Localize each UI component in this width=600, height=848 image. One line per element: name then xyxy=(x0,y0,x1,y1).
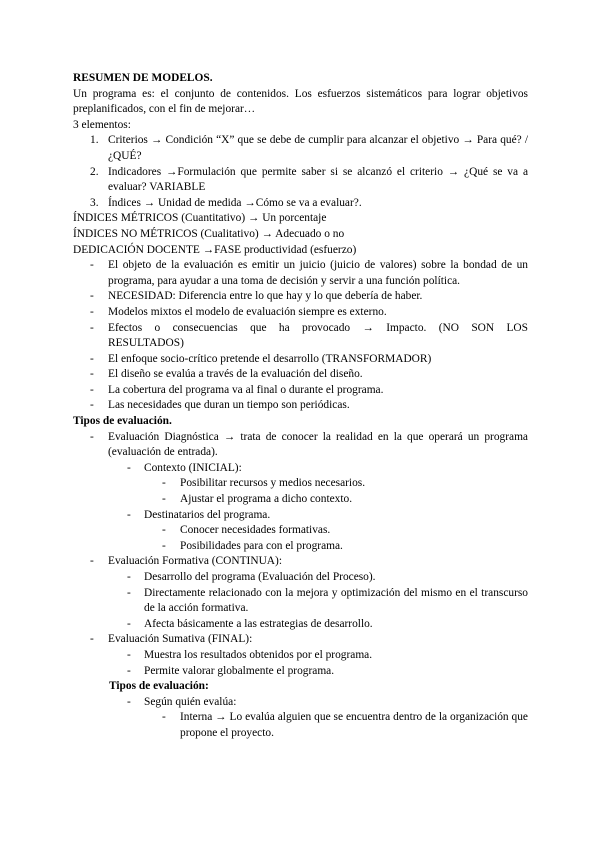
bullet-text: Evaluación Formativa (CONTINUA): xyxy=(108,555,282,568)
bullet-text: NECESIDAD: Diferencia entre lo que hay y lo que debería de haber. xyxy=(108,290,423,303)
evaluacion-diagnostica-item xyxy=(73,430,528,461)
destinatarios-item xyxy=(73,508,528,524)
bullet-text: Directamente relacionado con la mejora y optimización del mismo en el transcurso de la acción formativa. xyxy=(144,586,528,615)
bullet-item xyxy=(73,352,528,368)
bullet-text: Destinatarios del programa. xyxy=(144,508,271,521)
element-item xyxy=(73,196,528,212)
bullet-item xyxy=(73,367,528,383)
formativa-subitem xyxy=(73,570,528,586)
element-text: Índices → Unidad de medida →Cómo se va a evaluar?. xyxy=(108,196,362,209)
element-text: Indicadores →Formulación que permite saber si se alcanzó el criterio → ¿Qué se va a evaluar? VARIABLE xyxy=(108,165,528,194)
bullet-text: El objeto de la evaluación es emitir un juicio (juicio de valores) sobre la bondad de un programa, para ayudar a una toma de decisión y servir a una función política. xyxy=(108,259,528,287)
dash-marker: - xyxy=(90,383,94,396)
dash-marker: - xyxy=(162,711,166,724)
formativa-subitem xyxy=(73,586,528,617)
sumativa-subitem xyxy=(73,648,528,664)
document-content xyxy=(73,71,528,742)
dash-marker: - xyxy=(90,259,94,272)
contexto-item xyxy=(73,461,528,477)
dash-marker: - xyxy=(90,290,94,303)
evaluacion-formativa-item xyxy=(73,554,528,570)
bullet-item xyxy=(73,305,528,321)
bullet-text: Permite valorar globalmente el programa. xyxy=(144,664,335,677)
interna-item xyxy=(73,710,528,741)
document-title: RESUMEN DE MODELOS. xyxy=(73,72,213,84)
formativa-subitem xyxy=(73,617,528,633)
indices-no-metricos-line: ÍNDICES NO MÉTRICOS (Cualitativo) → Adecuado o no xyxy=(73,227,345,240)
dash-marker: - xyxy=(90,430,94,443)
dash-marker: - xyxy=(90,399,94,412)
evaluacion-sumativa-item xyxy=(73,632,528,648)
bullet-text: Ajustar el programa a dicho contexto. xyxy=(180,493,353,506)
bullet-text: Efectos o consecuencias que ha provocado → Impacto. (NO SON LOS RESULTADOS) xyxy=(108,321,528,350)
dash-marker: - xyxy=(162,493,166,506)
bullet-text: Modelos mixtos el modelo de evaluación siempre es externo. xyxy=(108,305,387,318)
destinatarios-subitem xyxy=(73,523,528,539)
bullet-text: Posibilidades para con el programa. xyxy=(180,539,343,552)
dash-marker: - xyxy=(90,555,94,568)
element-item xyxy=(73,133,528,164)
dash-marker: - xyxy=(90,305,94,318)
dash-marker: - xyxy=(162,524,166,537)
dash-marker: - xyxy=(90,368,94,381)
bullet-text: Contexto (INICIAL): xyxy=(144,461,242,474)
dash-marker: - xyxy=(162,477,166,490)
bullet-text: Evaluación Diagnóstica → trata de conocer la realidad en la que operará un programa (evaluación de entrada). xyxy=(108,430,528,459)
dash-marker: - xyxy=(127,571,131,583)
element-item xyxy=(73,165,528,196)
contexto-subitem xyxy=(73,476,528,492)
dash-marker: - xyxy=(127,617,131,630)
dash-marker: - xyxy=(127,695,131,708)
bullet-text: El diseño se evalúa a través de la evaluación del diseño. xyxy=(108,368,363,381)
bullet-text: Las necesidades que duran un tiempo son periódicas. xyxy=(108,399,350,412)
bullet-text: Muestra los resultados obtenidos por el programa. xyxy=(144,648,373,661)
dash-marker: - xyxy=(90,352,94,365)
segun-quien-evalua-item xyxy=(73,695,528,711)
element-text: Criterios → Condición “X” que se debe de cumplir para alcanzar el objetivo → Para qué? / ¿QUÉ? xyxy=(108,134,528,162)
bullet-text: Evaluación Sumativa (FINAL): xyxy=(108,633,253,646)
bullet-text: Posibilitar recursos y medios necesarios. xyxy=(180,477,366,490)
dash-marker: - xyxy=(127,664,131,677)
bullet-item xyxy=(73,258,528,289)
intro-paragraph: Un programa es: el conjunto de contenidos. Los esfuerzos sistemáticos para lograr objetivos preplanificados, con el fin de mejorar… xyxy=(73,87,528,116)
tipos-evaluacion-heading: Tipos de evaluación. xyxy=(73,415,172,428)
bullet-item xyxy=(73,289,528,305)
sumativa-subitem xyxy=(73,664,528,680)
list-number: 3. xyxy=(90,196,99,209)
bullet-text: Según quién evalúa: xyxy=(144,695,237,708)
dash-marker: - xyxy=(162,539,166,552)
dash-marker: - xyxy=(90,321,94,334)
bullet-text: Interna → Lo evalúa alguien que se encuentra dentro de la organización que propone el proyecto. xyxy=(180,711,528,739)
bullet-text: Afecta básicamente a las estrategias de desarrollo. xyxy=(144,617,373,630)
bullet-item xyxy=(73,321,528,352)
indices-metricos-line: ÍNDICES MÉTRICOS (Cuantitativo) → Un porcentaje xyxy=(73,212,327,225)
list-number: 2. xyxy=(90,165,99,178)
destinatarios-subitem xyxy=(73,539,528,555)
list-number: 1. xyxy=(90,134,99,147)
dash-marker: - xyxy=(90,633,94,646)
bullet-text: Desarrollo del programa (Evaluación del Proceso). xyxy=(144,571,376,583)
contexto-subitem xyxy=(73,492,528,508)
bullet-item xyxy=(73,398,528,414)
bullet-item xyxy=(73,383,528,399)
bullet-text: Conocer necesidades formativas. xyxy=(180,524,331,537)
dedicacion-docente-line: DEDICACIÓN DOCENTE →FASE productividad (esfuerzo) xyxy=(73,243,357,256)
bullet-text: La cobertura del programa va al final o durante el programa. xyxy=(108,383,384,396)
dash-marker: - xyxy=(127,586,131,599)
bullet-text: El enfoque socio-crítico pretende el desarrollo (TRANSFORMADOR) xyxy=(108,352,432,365)
elements-label: 3 elementos: xyxy=(73,118,131,131)
dash-marker: - xyxy=(127,508,131,521)
tipos-evaluacion-subheading: Tipos de evaluación: xyxy=(109,680,209,693)
dash-marker: - xyxy=(127,648,131,661)
dash-marker: - xyxy=(127,461,131,474)
